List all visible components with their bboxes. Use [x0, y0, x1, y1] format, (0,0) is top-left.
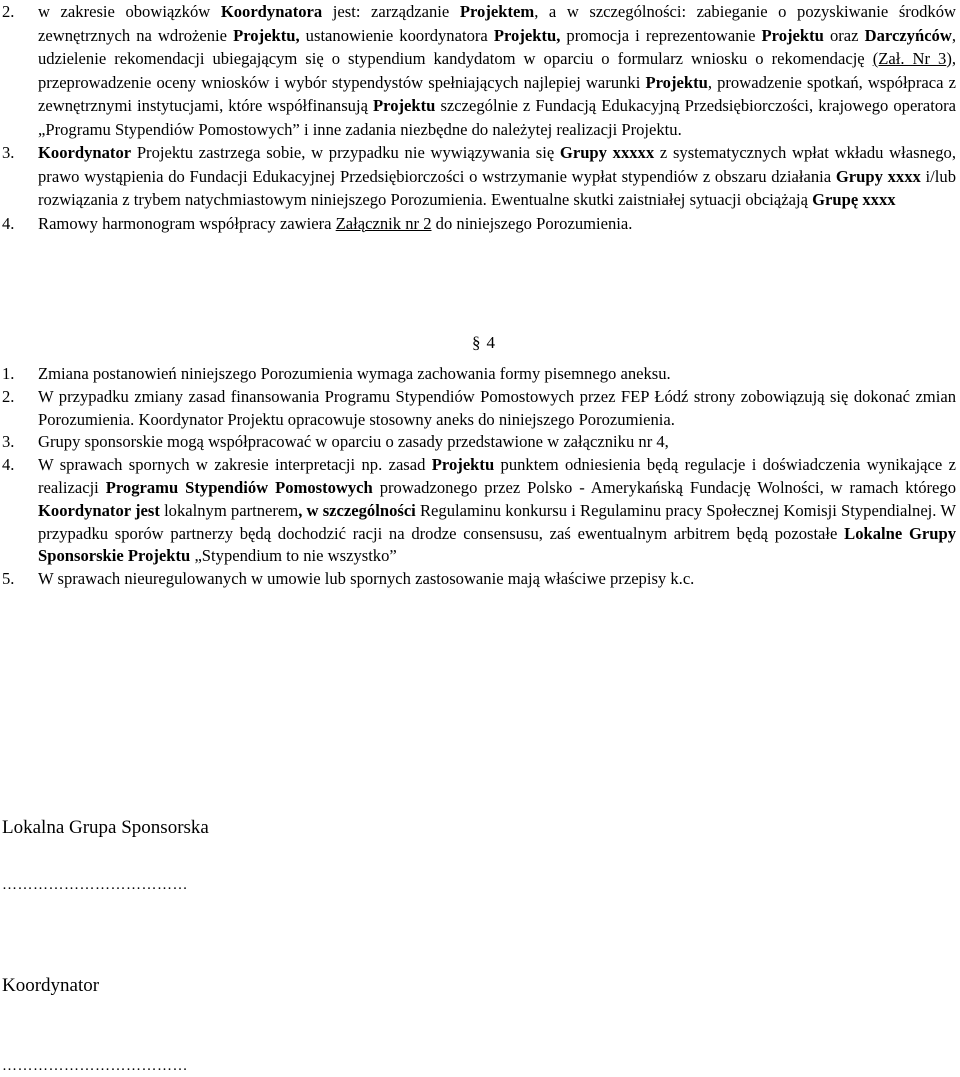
text-run: , udzielenie rekomendacji ubiegającym się o stypendium kandydatom w oparciu o formularz wniosku o rekomendację — [38, 25, 956, 68]
bold-text: Projektu — [373, 96, 436, 115]
section-heading — [472, 331, 495, 355]
text-run: do niniejszego Porozumienia. — [431, 213, 633, 233]
list-item — [0, 212, 960, 236]
item-number: 4. — [2, 213, 15, 233]
text-run: z systematycznych wpłat wkładu własnego, prawo wystąpienia do Fundacji Edukacyjnej Przedsiębiorczości o wstrzymanie wypłat stypendiów z obszaru działania — [38, 143, 956, 186]
bold-text: Darczyńców — [864, 25, 952, 45]
coordinator-signature-line: ……………………………… — [2, 1058, 188, 1074]
bold-text: Programu Stypendiów Pomostowych — [105, 477, 373, 497]
bold-text: Projektem — [459, 2, 535, 21]
bold-text: Lokalne Grupy Sponsorskie Projektu — [38, 523, 956, 566]
text-run: prowadzonego przez Polsko - Amerykańską Fundację Wolności, w ramach którego — [372, 477, 956, 497]
item-number: 2. — [2, 386, 15, 406]
coordinator-signature-label: Koordynator — [2, 975, 100, 996]
bold-text: Koordynator — [38, 143, 132, 162]
item-text — [38, 568, 956, 591]
item-number: 3. — [2, 143, 15, 162]
text-run: Grupy sponsorskie mogą współpracować w oparciu o zasady przedstawione w załączniku nr 4, — [38, 432, 669, 452]
item-text — [38, 363, 956, 386]
text-run: ustanowienie koordynatora — [299, 25, 494, 45]
text-run: W sprawach nieuregulowanych w umowie lub spornych zastosowanie mają właściwe przepisy k.c. — [38, 569, 695, 589]
text-run: , prowadzenie spotkań, współpraca z zewnętrznymi instytucjami, które współfinansują — [38, 72, 956, 115]
item-text — [38, 454, 956, 568]
bold-text: Projektu — [761, 25, 824, 45]
item-text — [38, 386, 956, 432]
text-run: Regulaminu konkursu i Regulaminu pracy Społecznej Komisji Stypendialnej. W przypadku sporów partnerzy będą dochodzić racji na drodze consensusu, zaś ewentualnym arbitrem będą pozostałe — [38, 500, 956, 543]
text-run: , a w szczególności: zabieganie o pozyskiwanie środków zewnętrznych na wdrożenie — [38, 2, 956, 45]
text-run: „Stypendium to nie wszystko” — [190, 546, 397, 566]
bold-text: , w szczególności — [298, 500, 416, 520]
item-number: 5. — [2, 569, 15, 589]
underlined-text: Załącznik nr 2 — [335, 213, 432, 233]
list-item — [0, 431, 960, 454]
item-text — [38, 0, 956, 141]
list-item — [0, 0, 960, 141]
bold-text: Grupę xxxx — [812, 190, 896, 209]
text-run: i/lub rozwiązania z trybem natychmiastowym niniejszego Porozumienia. Ewentualne skutki zaistniałej sytuacji obciążają — [38, 166, 956, 209]
list-item — [0, 454, 960, 568]
sponsor-signature-label: Lokalna Grupa Sponsorska — [2, 817, 209, 838]
text-run: w zakresie obowiązków — [38, 2, 221, 21]
text-run: lokalnym partnerem — [159, 500, 299, 520]
text-run: W przypadku zmiany zasad finansowania Programu Stypendiów Pomostowych przez FEP Łódź strony zobowiązują się dokonać zmian Porozumienia. Koordynator Projektu opracowuje stosowny aneks do niniejszego Porozumienia. — [38, 386, 956, 429]
text-run: promocja i reprezentowanie — [560, 25, 762, 45]
item-number: 3. — [2, 432, 15, 452]
bold-text: Projektu — [431, 455, 495, 475]
bold-text: Projektu, — [233, 25, 300, 45]
text-run: punktem odniesienia będą regulacje i doświadczenia wynikające z realizacji — [38, 455, 956, 497]
item-text — [38, 431, 956, 454]
underlined-text: (Zał. Nr 3 — [872, 49, 947, 68]
item-text — [38, 141, 956, 212]
list-item — [0, 568, 960, 591]
item-number: 2. — [2, 2, 15, 21]
clause-list-lower — [0, 363, 960, 591]
text-run: jest: zarządzanie — [322, 2, 460, 21]
bold-text: Koordynatora — [220, 2, 323, 21]
bold-text: Projektu, — [493, 25, 561, 45]
bold-text: Grupy xxxxx — [559, 143, 655, 162]
text-run: oraz — [823, 25, 865, 45]
item-number: 1. — [2, 364, 15, 383]
section-symbol: § — [472, 333, 481, 352]
text-run: ), przeprowadzenie oceny wniosków i wybór stypendystów spełniających najlepiej warunki — [38, 49, 956, 92]
item-number: 4. — [2, 455, 15, 475]
section-number: 4 — [486, 333, 495, 352]
list-item — [0, 363, 960, 386]
bold-text: Grupy xxxx — [835, 166, 921, 186]
text-run: szczególnie z Fundacją Edukacyjną Przedsiębiorczości, krajowego operatora „Programu Stypendiów Pomostowych” i inne zadania niezbędne do należytej realizacji Projektu. — [38, 96, 957, 139]
text-run: Projektu zastrzega sobie, w przypadku nie wywiązywania się — [131, 143, 560, 162]
text-run: W sprawach spornych w zakresie interpretacji np. zasad — [38, 455, 432, 475]
list-item — [0, 386, 960, 432]
list-item — [0, 141, 960, 212]
clause-list-upper — [0, 0, 960, 235]
bold-text: Projektu — [645, 72, 708, 92]
item-text — [38, 212, 956, 236]
bold-text: Koordynator jest — [38, 500, 160, 520]
text-run: Zmiana postanowień niniejszego Porozumienia wymaga zachowania formy pisemnego aneksu. — [38, 364, 671, 383]
text-run: Ramowy harmonogram współpracy zawiera — [38, 213, 336, 233]
sponsor-signature-line: ……………………………… — [2, 877, 188, 893]
